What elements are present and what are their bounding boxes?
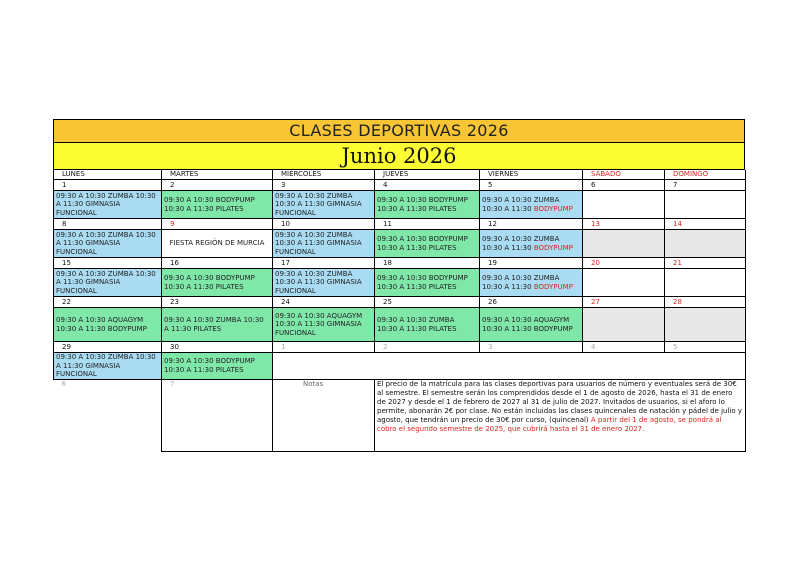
class-cell: 09:30 A 10:30 ZUMBA 10:30 A 11:30 GIMNASIA FUNCIONAL (54, 353, 162, 380)
class-cell: 09:30 A 10:30 ZUMBA 10:30 A 11:30 GIMNASIA FUNCIONAL (54, 269, 162, 297)
class-cell: 09:30 A 10:30 AQUAGYM 10:30 A 11:30 GIMNASIA FUNCIONAL (273, 308, 375, 342)
date-number: 29 (54, 342, 162, 353)
date-number: 5 (665, 342, 746, 353)
class-cell: 09:30 A 10:30 BODYPUMP 10:30 A 11:30 PILATES (162, 353, 273, 380)
date-number: 7 (162, 379, 273, 451)
date-number: 16 (162, 258, 273, 269)
date-row (54, 342, 746, 353)
date-number: 25 (375, 297, 480, 308)
weekday-header: LUNES (54, 170, 162, 180)
date-number: 12 (480, 219, 583, 230)
date-number: 15 (54, 258, 162, 269)
calendar-table (53, 170, 746, 452)
date-number: 30 (162, 342, 273, 353)
class-cell: 09:30 A 10:30 BODYPUMP 10:30 A 11:30 PILATES (162, 269, 273, 297)
date-number: 7 (665, 180, 746, 191)
activity-row (54, 308, 746, 342)
date-row (54, 219, 746, 230)
weekend-cell (665, 308, 746, 342)
weekend-cell (583, 269, 665, 297)
weekday-header-row (54, 170, 746, 180)
date-number: 4 (583, 342, 665, 353)
weekday-header: MARTES (162, 170, 273, 180)
date-number: 8 (54, 219, 162, 230)
class-cell: 09:30 A 10:30 ZUMBA 10:30 A 11:30 PILATES (375, 308, 480, 342)
class-cell: 09:30 A 10:30 ZUMBA 10:30 A 11:30 BODYPUMP (480, 269, 583, 297)
date-row (54, 297, 746, 308)
date-number: 10 (273, 219, 375, 230)
weekday-header: SÁBADO (583, 170, 665, 180)
activity-row (54, 353, 746, 380)
class-cell: 09:30 A 10:30 ZUMBA 10:30 A 11:30 GIMNASIA FUNCIONAL (273, 230, 375, 258)
date-number: 3 (480, 342, 583, 353)
date-number: 14 (665, 219, 746, 230)
weekday-header: MIÉRCOLES (273, 170, 375, 180)
date-number: 20 (583, 258, 665, 269)
weekday-header: VIERNES (480, 170, 583, 180)
info-highlight: A partir del 1 de agosto, se pondrá al cobro el segundo semestre de 2025, que cubrirá hasta el 31 de enero 2027. (377, 415, 722, 433)
class-cell: 09:30 A 10:30 BODYPUMP 10:30 A 11:30 PILATES (375, 269, 480, 297)
date-number: 26 (480, 297, 583, 308)
date-number: 5 (480, 180, 583, 191)
class-cell: 09:30 A 10:30 ZUMBA 10:30 A 11:30 GIMNASIA FUNCIONAL (54, 230, 162, 258)
date-number: 27 (583, 297, 665, 308)
class-cell: 09:30 A 10:30 AQUAGYM 10:30 A 11:30 BODYPUMP (54, 308, 162, 342)
activity-row (54, 230, 746, 258)
info-main: El precio de la matrícula para las clases deportivas para usuarios de número y eventuales será de 30€ al semestre. El semestre serán los comprendidos desde el 1 de agosto de 2026, hasta el 31 de enero de 2027 y desde el 1 de febrero de 2027 al 31 de julio de 2027. Invitados de usuarios, si el aforo lo permite, abonarán 2€ por clase. No están incluidas las clases quincenales de natación y pádel de julio y agosto, que tendrán un precio de 30€ por curso, (quincenal) (377, 379, 743, 424)
date-number: 11 (375, 219, 480, 230)
date-number: 1 (54, 180, 162, 191)
weekend-cell (665, 191, 746, 219)
class-cell: 09:30 A 10:30 BODYPUMP 10:30 A 11:30 PILATES (375, 230, 480, 258)
date-row (54, 258, 746, 269)
class-cell: 09:30 A 10:30 ZUMBA 10:30 A 11:30 BODYPUMP (480, 230, 583, 258)
class-cell: 09:30 A 10:30 AQUAGYM 10:30 A 11:30 BODYPUMP (480, 308, 583, 342)
class-cell: 09:30 A 10:30 ZUMBA 10:30 A 11:30 GIMNASIA FUNCIONAL (54, 191, 162, 219)
date-number: 22 (54, 297, 162, 308)
weekend-cell (665, 230, 746, 258)
weekend-cell (665, 269, 746, 297)
calendar-sheet (53, 119, 745, 452)
calendar-title: CLASES DEPORTIVAS 2026 (53, 119, 745, 142)
date-number: 6 (54, 379, 162, 451)
weekend-cell (583, 230, 665, 258)
empty-cell (273, 353, 746, 380)
notes-label: Notas (273, 379, 375, 451)
class-cell: 09:30 A 10:30 ZUMBA 10:30 A 11:30 PILATES (162, 308, 273, 342)
date-number: 19 (480, 258, 583, 269)
class-cell: 09:30 A 10:30 ZUMBA 10:30 A 11:30 GIMNASIA FUNCIONAL (273, 269, 375, 297)
class-cell: 09:30 A 10:30 BODYPUMP 10:30 A 11:30 PILATES (375, 191, 480, 219)
date-number: 6 (583, 180, 665, 191)
date-number: 21 (665, 258, 746, 269)
activity-row (54, 191, 746, 219)
weekend-cell (583, 308, 665, 342)
date-number: 2 (375, 342, 480, 353)
date-number: 18 (375, 258, 480, 269)
date-number: 28 (665, 297, 746, 308)
weekday-header: JUEVES (375, 170, 480, 180)
class-cell: 09:30 A 10:30 ZUMBA 10:30 A 11:30 GIMNASIA FUNCIONAL (273, 191, 375, 219)
date-number: 13 (583, 219, 665, 230)
month-title: Junio 2026 (53, 142, 745, 170)
date-number: 23 (162, 297, 273, 308)
holiday-cell: FIESTA REGIÓN DE MURCIA (162, 230, 273, 258)
date-number: 3 (273, 180, 375, 191)
info-text (375, 379, 746, 451)
class-cell: 09:30 A 10:30 BODYPUMP 10:30 A 11:30 PILATES (162, 191, 273, 219)
date-number: 1 (273, 342, 375, 353)
notes-row (54, 379, 746, 451)
date-number: 4 (375, 180, 480, 191)
date-number: 24 (273, 297, 375, 308)
date-number: 17 (273, 258, 375, 269)
date-number: 2 (162, 180, 273, 191)
weekday-header: DOMINGO (665, 170, 746, 180)
date-number: 9 (162, 219, 273, 230)
class-cell: 09:30 A 10:30 ZUMBA 10:30 A 11:30 BODYPUMP (480, 191, 583, 219)
weekend-cell (583, 191, 665, 219)
activity-row (54, 269, 746, 297)
date-row (54, 180, 746, 191)
